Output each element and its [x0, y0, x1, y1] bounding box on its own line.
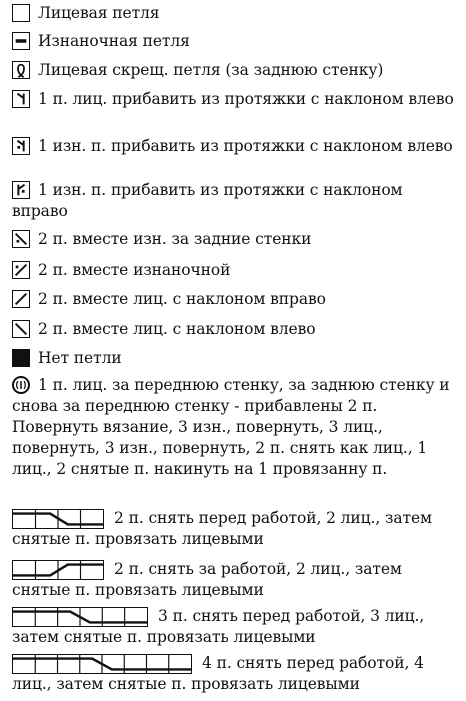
bobble-icon — [12, 376, 30, 394]
legend-item-text: 2 п. вместе изн. за задние стенки — [38, 230, 312, 248]
cable-2-front-icon — [12, 509, 104, 529]
legend-item — [12, 606, 458, 648]
legend-item — [12, 375, 458, 480]
legend-item-text: 1 п. лиц. за переднюю стенку, за заднюю стенку и снова за переднюю стенку - прибавлены 2 п. Повернуть вязание, 3 изн., повернуть, 3 лиц., повернуть, 3 изн., повернуть, 2 п. снять как лиц., 1 лиц., 2 снятые п. накинуть на 1 провязанну п. — [12, 376, 450, 478]
legend-item-text: Нет петли — [38, 349, 122, 367]
legend-item — [12, 348, 458, 369]
k2tog-left-icon — [12, 320, 30, 338]
cable-2-back-icon — [12, 560, 104, 580]
knit-increase-left-icon — [12, 90, 30, 108]
legend-item — [12, 229, 458, 250]
legend-item — [12, 89, 458, 110]
k2tog-right-icon — [12, 290, 30, 308]
legend-item — [12, 319, 458, 340]
legend-item-text: 2 п. снять за работой, 2 лиц., затем снятые п. провязать лицевыми — [12, 560, 402, 599]
no-stitch-icon — [12, 349, 30, 367]
purl-increase-left-icon — [12, 137, 30, 155]
cable-3-front-icon — [12, 607, 148, 627]
legend-item-text: 2 п. вместе лиц. с наклоном влево — [38, 320, 316, 338]
legend-item — [12, 653, 458, 695]
legend-item-text: 1 изн. п. прибавить из протяжки с наклоном влево — [38, 137, 453, 155]
legend-item — [12, 289, 458, 310]
legend-item-text: 1 изн. п. прибавить из протяжки с наклоном вправо — [12, 181, 403, 220]
legend-item — [12, 136, 458, 157]
cable-4-front-icon — [12, 654, 192, 674]
legend-item-text: Лицевая скрещ. петля (за заднюю стенку) — [38, 61, 384, 79]
legend-item-text: 3 п. снять перед работой, 3 лиц., затем снятые п. провязать лицевыми — [12, 607, 425, 646]
legend-item-text: 2 п. вместе изнаночной — [38, 261, 231, 279]
twisted-knit-icon — [12, 61, 30, 79]
purl-increase-right-icon — [12, 181, 30, 199]
legend-item-text: Изнаночная петля — [38, 32, 190, 50]
legend-item — [12, 559, 458, 601]
legend-item — [12, 180, 458, 222]
legend-item — [12, 31, 458, 52]
purl-stitch-icon — [12, 32, 30, 50]
p2tog-icon — [12, 261, 30, 279]
legend-item-text: 4 п. снять перед работой, 4 лиц., затем снятые п. провязать лицевыми — [12, 654, 424, 693]
legend-item-text: Лицевая петля — [38, 4, 160, 22]
p2tog-tbl-icon — [12, 230, 30, 248]
legend-item — [12, 60, 458, 81]
legend-item-text: 1 п. лиц. прибавить из протяжки с наклоном влево — [38, 90, 454, 108]
legend-item-text: 2 п. вместе лиц. с наклоном вправо — [38, 290, 326, 308]
legend-item-text: 2 п. снять перед работой, 2 лиц., затем снятые п. провязать лицевыми — [12, 509, 433, 548]
knit-stitch-icon — [12, 4, 30, 22]
legend-item — [12, 260, 458, 281]
legend-item — [12, 3, 458, 24]
legend-item — [12, 508, 458, 550]
